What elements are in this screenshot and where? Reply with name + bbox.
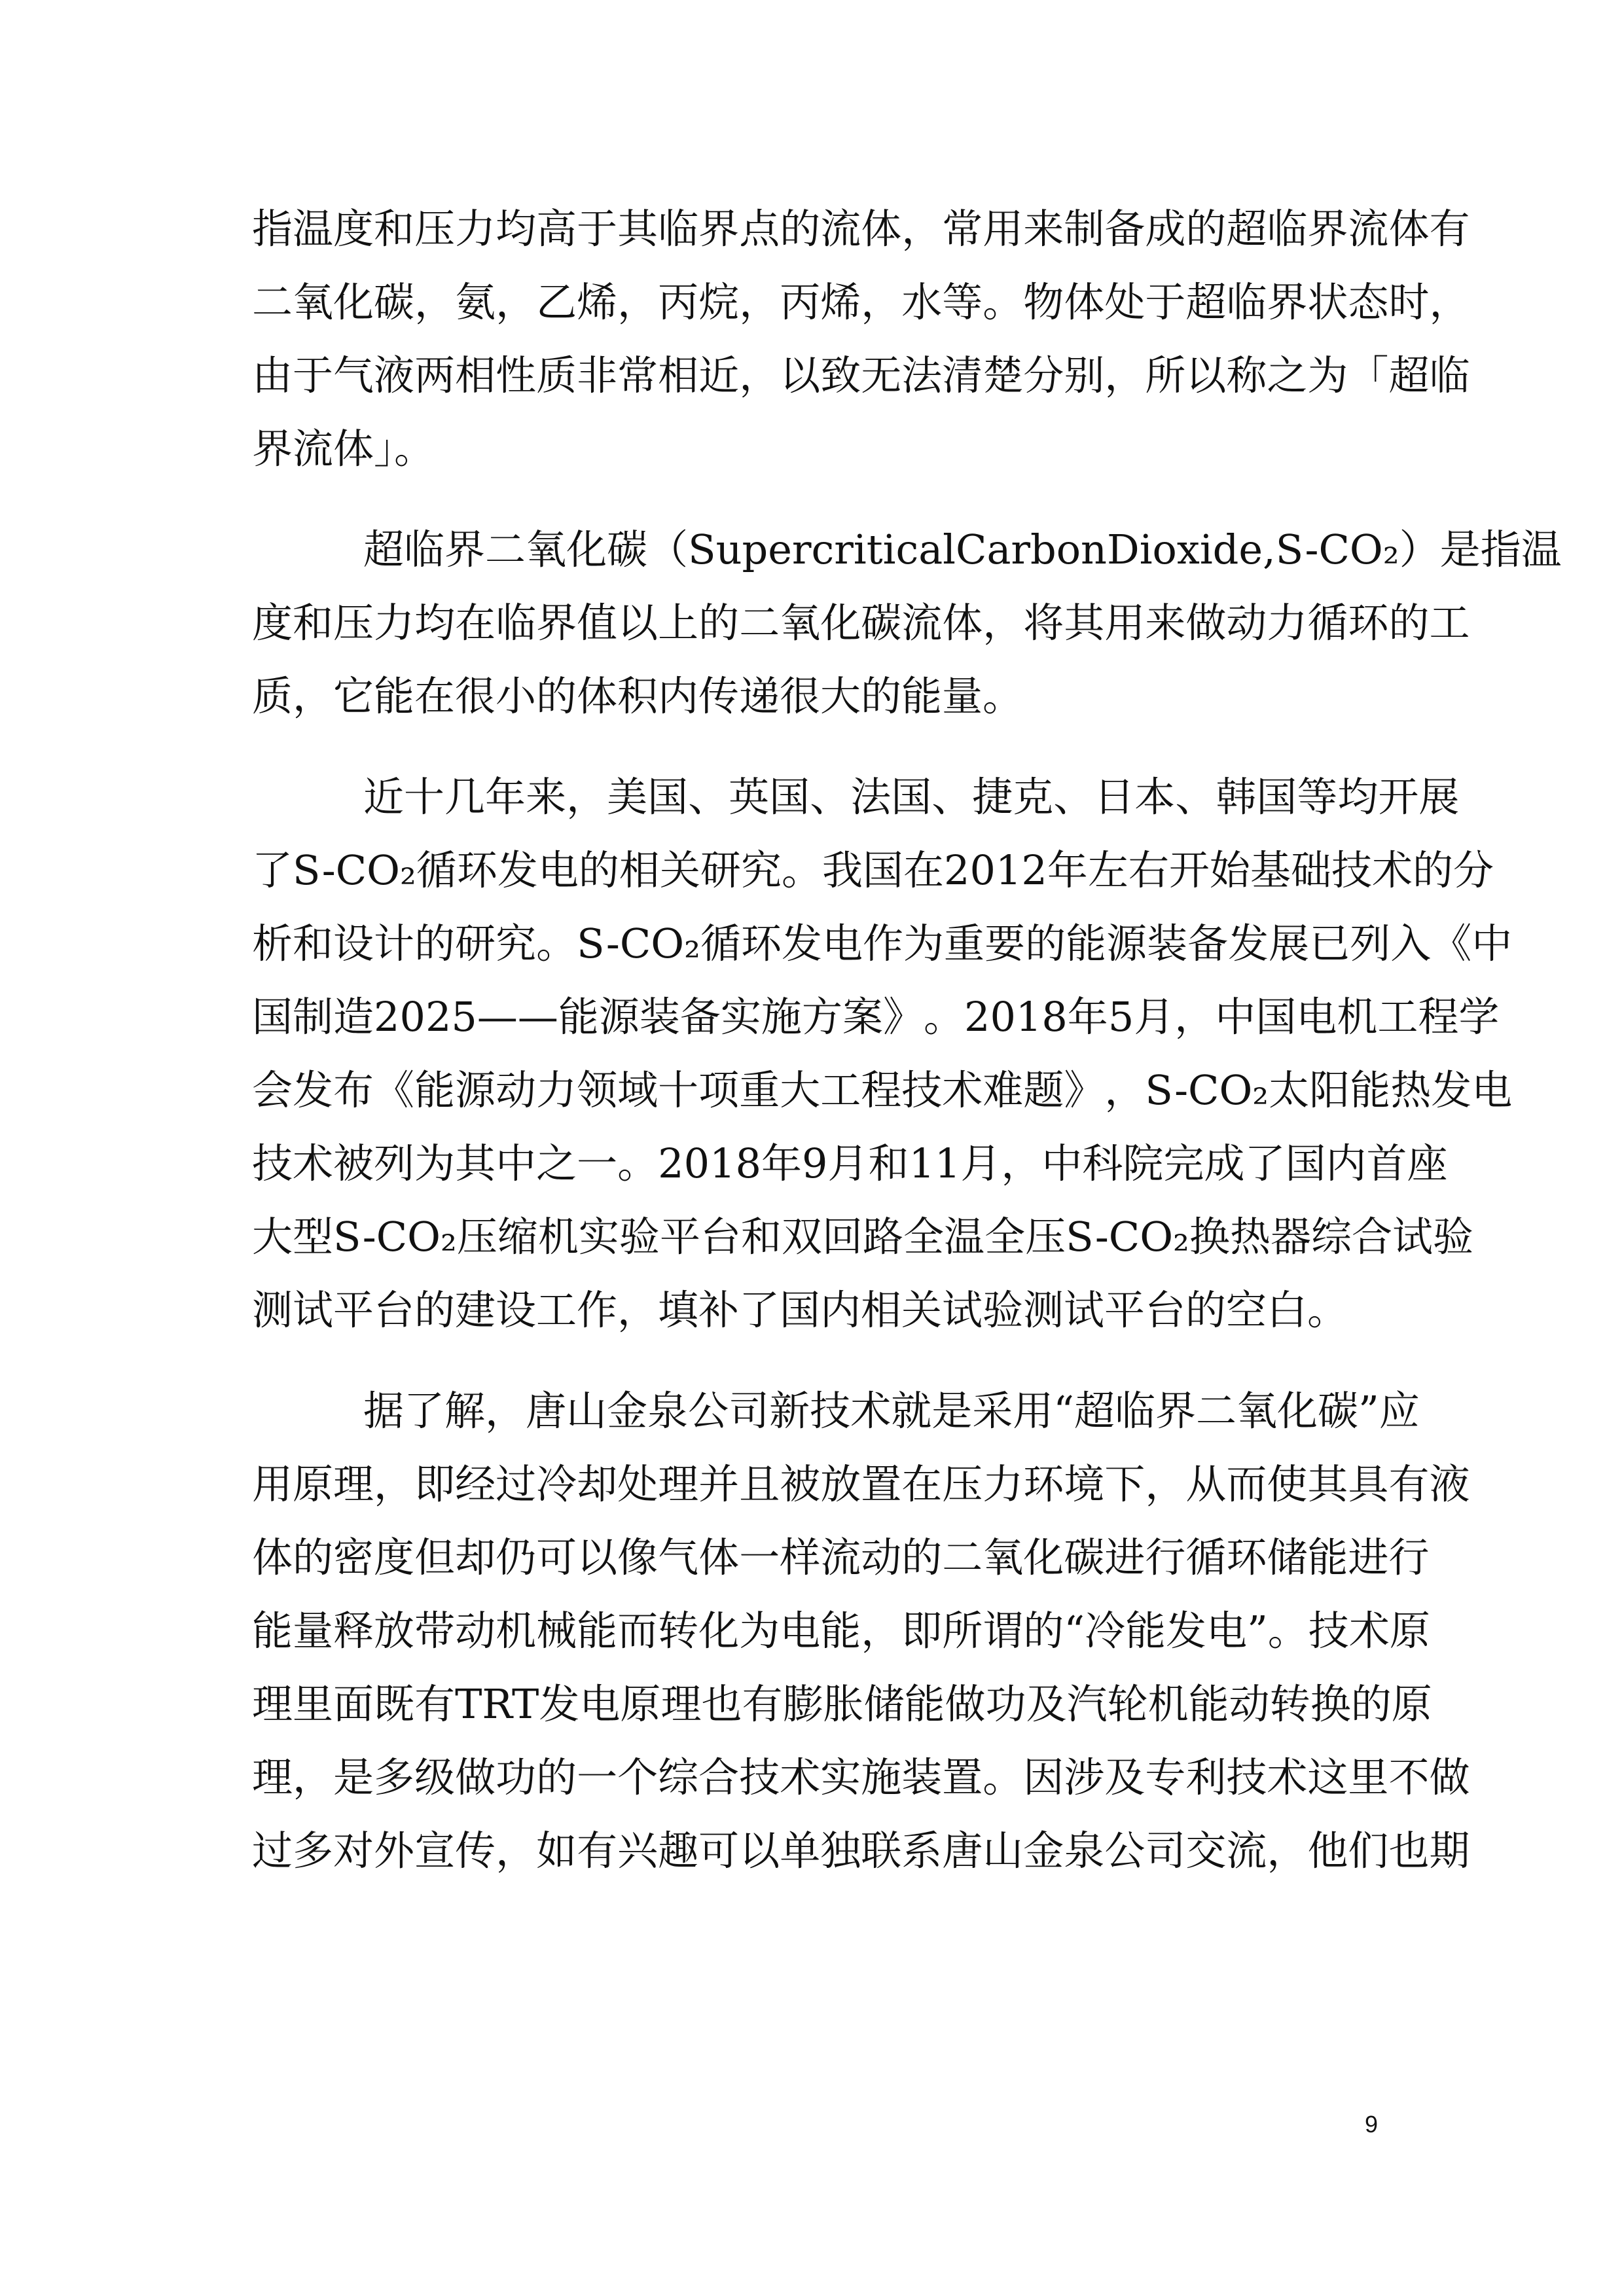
text-line: 能 量 释 放 带 动 机 械 能 而 转 化 为 电 能 ， 即 所 谓 的 “ 冷 能 发 电 ” 。 技 术 原 — [252, 1607, 1430, 1655]
text-line: 国 制 造 2025 — — 能 源 装 备 实 施 方 案 》 。 2018 年 5 月 ， 中 国 电 机 工 程 学 — [252, 993, 1500, 1041]
text-line: 质，它能在很小的体积内传递很大的能量。 — [252, 672, 1024, 720]
text-line: 大 型 S-CO₂ 压 缩 机 实 验 平 台 和 双 回 路 全 温 全 压 S-CO₂ 换 热 器 综 合 试 验 — [252, 1213, 1474, 1261]
text-line: 近 十 几 年 来 ， 美 国 、 英 国 、 法 国 、 捷 克 、 日 本 、 韩 国 等 均 开 展 — [363, 773, 1460, 821]
text-line: 用 原 理 ， 即 经 过 冷 却 处 理 并 且 被 放 置 在 压 力 环 境 下 ， 从 而 使 其 具 有 液 — [252, 1460, 1470, 1508]
text-line: 理 ， 是 多 级 做 功 的 一 个 综 合 技 术 实 施 装 置 。 因 涉 及 专 利 技 术 这 里 不 做 — [252, 1753, 1470, 1801]
text-line: 指 温 度 和 压 力 均 高 于 其 临 界 点 的 流 体 ， 常 用 来 制 备 成 的 超 临 界 流 体 有 — [252, 205, 1470, 253]
text-line: 了 S-CO₂ 循 环 发 电 的 相 关 研 究 。 我 国 在 2012 年 左 右 开 始 基 础 技 术 的 分 — [252, 846, 1494, 894]
text-line: 据 了 解 ， 唐 山 金 泉 公 司 新 技 术 就 是 采 用 “ 超 临 界 二 氧 化 碳 ” 应 — [363, 1387, 1420, 1435]
text-line: 超 临 界 二 氧 化 碳 （ Supercritical Carbon Dioxide, S-CO₂ ） 是 指 温 — [363, 526, 1562, 573]
text-line: 度 和 压 力 均 在 临 界 值 以 上 的 二 氧 化 碳 流 体 ， 将 其 用 来 做 动 力 循 环 的 工 — [252, 599, 1470, 647]
text-line: 由 于 气 液 两 相 性 质 非 常 相 近 ， 以 致 无 法 清 楚 分 别 ， 所 以 称 之 为 「 超 临 — [252, 351, 1470, 399]
text-line: 技 术 被 列 为 其 中 之 一 。 2018 年 9 月 和 11 月 ， 中 科 院 完 成 了 国 内 首 座 — [252, 1139, 1448, 1187]
text-line: 测试平台的建设工作，填补了国内相关试验测试平台的空白。 — [252, 1286, 1348, 1334]
text-line: 析 和 设 计 的 研 究 。 S-CO₂ 循 环 发 电 作 为 重 要 的 能 源 装 备 发 展 已 列 入 《 中 — [252, 920, 1513, 967]
text-line: 理 里 面 既 有 TRT 发 电 原 理 也 有 膨 胀 储 能 做 功 及 汽 轮 机 能 动 转 换 的 原 — [252, 1680, 1432, 1728]
text-line: 界流体」。 — [252, 425, 435, 473]
page-number: 9 — [1365, 2111, 1379, 2138]
text-line: 体 的 密 度 但 却 仍 可 以 像 气 体 一 样 流 动 的 二 氧 化 碳 进 行 循 环 储 能 进 行 — [252, 1534, 1430, 1581]
text-line: 二 氧 化 碳 ， 氨 ， 乙 烯 ， 丙 烷 ， 丙 烯 ， 水 等 。 物 体 处 于 超 临 界 状 态 时 ， — [252, 278, 1470, 326]
text-line: 会 发 布 《 能 源 动 力 领 域 十 项 重 大 工 程 技 术 难 题 》 ， S-CO₂ 太 阳 能 热 发 电 — [252, 1066, 1513, 1114]
text-line: 过 多 对 外 宣 传 ， 如 有 兴 趣 可 以 单 独 联 系 唐 山 金 泉 公 司 交 流 ， 他 们 也 期 — [252, 1827, 1470, 1874]
